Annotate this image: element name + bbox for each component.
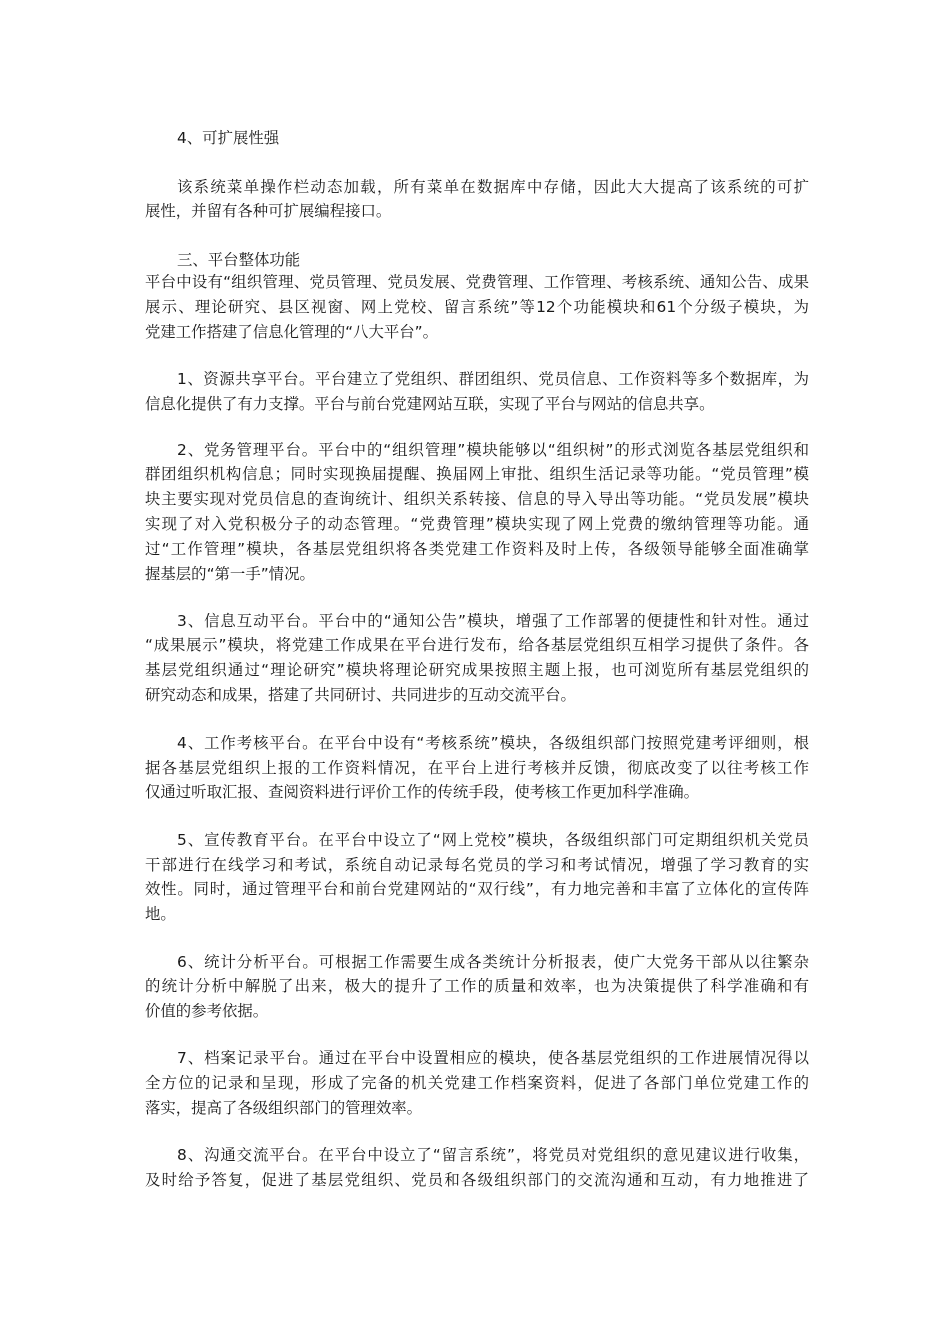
paragraph-line: 地。: [145, 905, 176, 923]
section-heading-platform-functions: 三、平台整体功能: [177, 251, 301, 269]
paragraph-line: 落实，提高了各级组织部门的管理效率。: [145, 1099, 423, 1117]
section-heading-scalability: 4、可扩展性强: [177, 129, 280, 147]
paragraph-line: 8、沟通交流平台。在平台中设立了“留言系统”，将党员对党组织的意见建议进行收集，: [177, 1146, 809, 1164]
paragraph-line: 7、档案记录平台。通过在平台中设置相应的模块，使各基层党组织的工作进展情况得以: [177, 1049, 809, 1067]
paragraph-line: 4、工作考核平台。在平台中设有“考核系统”模块，各级组织部门按照党建考评细则，根: [177, 734, 809, 752]
paragraph-line: 1、资源共享平台。平台建立了党组织、群团组织、党员信息、工作资料等多个数据库，为: [177, 370, 809, 388]
paragraph-line: 3、信息互动平台。平台中的“通知公告”模块，增强了工作部署的便捷性和针对性。通过: [177, 612, 809, 630]
paragraph-line: 价值的参考依据。: [145, 1002, 269, 1020]
paragraph-line: 的统计分析中解脱了出来，极大的提升了工作的质量和效率，也为决策提供了科学准确和有: [145, 977, 809, 995]
paragraph-line: 过“工作管理”模块，各基层党组织将各类党建工作资料及时上传，各级领导能够全面准确掌: [145, 540, 809, 558]
paragraph-line: 信息化提供了有力支撑。平台与前台党建网站互联，实现了平台与网站的信息共享。: [145, 395, 715, 413]
paragraph-line: 干部进行在线学习和考试，系统自动记录每名党员的学习和考试情况，增强了学习教育的实: [145, 856, 809, 874]
paragraph-line: 基层党组织通过“理论研究”模块将理论研究成果按照主题上报，也可浏览所有基层党组织的: [145, 661, 809, 679]
paragraph-line: “成果展示”模块，将党建工作成果在平台进行发布，给各基层党组织互相学习提供了条件。各: [145, 636, 809, 654]
paragraph-line: 研究动态和成果，搭建了共同研讨、共同进步的互动交流平台。: [145, 686, 576, 704]
paragraph-line: 2、党务管理平台。平台中的“组织管理”模块能够以“组织树”的形式浏览各基层党组织和: [177, 441, 809, 459]
paragraph-line: 党建工作搭建了信息化管理的“八大平台”。: [145, 323, 438, 341]
paragraph-line: 展性，并留有各种可扩展编程接口。: [145, 202, 392, 220]
paragraph-line: 该系统菜单操作栏动态加载，所有菜单在数据库中存储，因此大大提高了该系统的可扩: [177, 178, 809, 196]
paragraph-line: 6、统计分析平台。可根据工作需要生成各类统计分析报表，使广大党务干部从以往繁杂: [177, 953, 809, 971]
paragraph-line: 平台中设有“组织管理、党员管理、党员发展、党费管理、工作管理、考核系统、通知公告、成果: [145, 273, 809, 291]
paragraph-line: 块主要实现对党员信息的查询统计、组织关系转接、信息的导入导出等功能。“党员发展”模块: [145, 490, 809, 508]
paragraph-line: 展示、理论研究、县区视窗、网上党校、留言系统”等12个功能模块和61个分级子模块，为: [145, 298, 809, 316]
paragraph-line: 实现了对入党积极分子的动态管理。“党费管理”模块实现了网上党费的缴纳管理等功能。通: [145, 515, 809, 533]
paragraph-line: 据各基层党组织上报的工作资料情况，在平台上进行考核并反馈，彻底改变了以往考核工作: [145, 759, 809, 777]
paragraph-line: 全方位的记录和呈现，形成了完备的机关党建工作档案资料，促进了各部门单位党建工作的: [145, 1074, 809, 1092]
paragraph-line: 及时给予答复，促进了基层党组织、党员和各级组织部门的交流沟通和互动，有力地推进了: [145, 1171, 809, 1189]
paragraph-line: 握基层的“第一手”情况。: [145, 565, 315, 583]
paragraph-line: 效性。同时，通过管理平台和前台党建网站的“双行线”，有力地完善和丰富了立体化的宣传阵: [145, 880, 809, 898]
paragraph-line: 仅通过听取汇报、查阅资料进行评价工作的传统手段，使考核工作更加科学准确。: [145, 783, 700, 801]
paragraph-line: 5、宣传教育平台。在平台中设立了“网上党校”模块，各级组织部门可定期组织机关党员: [177, 831, 809, 849]
paragraph-line: 群团组织机构信息；同时实现换届提醒、换届网上审批、组织生活记录等功能。“党员管理”模: [145, 465, 809, 483]
